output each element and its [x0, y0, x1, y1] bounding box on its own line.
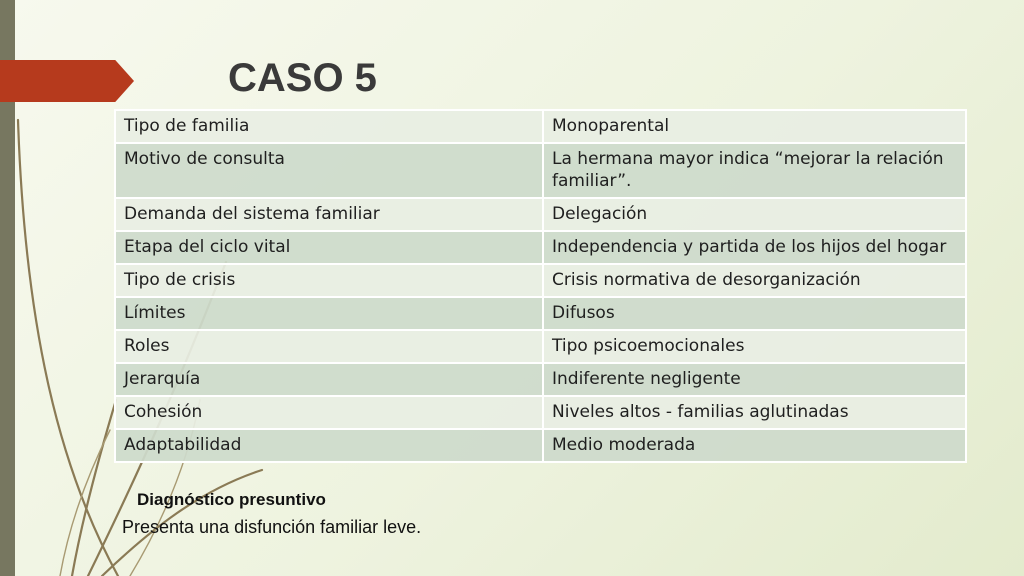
- case-table: [114, 109, 967, 463]
- diagnosis-label: Diagnóstico presuntivo: [137, 490, 326, 509]
- row-value: La hermana mayor indica “mejorar la relación familiar”.: [543, 143, 966, 198]
- row-value: Niveles altos - familias aglutinadas: [543, 396, 966, 429]
- row-value: Delegación: [543, 198, 966, 231]
- row-label: Cohesión: [115, 396, 543, 429]
- table-row: [115, 429, 966, 462]
- table-row: [115, 330, 966, 363]
- table-row: [115, 363, 966, 396]
- row-value: Difusos: [543, 297, 966, 330]
- row-value: Monoparental: [543, 110, 966, 143]
- table-row: [115, 264, 966, 297]
- table-row: [115, 110, 966, 143]
- row-label: Demanda del sistema familiar: [115, 198, 543, 231]
- title-accent-arrow: [0, 60, 134, 102]
- table-row: [115, 143, 966, 198]
- row-label: Etapa del ciclo vital: [115, 231, 543, 264]
- row-label: Tipo de crisis: [115, 264, 543, 297]
- row-value: Independencia y partida de los hijos del hogar: [543, 231, 966, 264]
- row-value: Crisis normativa de desorganización: [543, 264, 966, 297]
- row-label: Jerarquía: [115, 363, 543, 396]
- row-value: Tipo psicoemocionales: [543, 330, 966, 363]
- row-label: Motivo de consulta: [115, 143, 543, 198]
- row-label: Adaptabilidad: [115, 429, 543, 462]
- table-row: [115, 198, 966, 231]
- row-value: Indiferente negligente: [543, 363, 966, 396]
- row-label: Roles: [115, 330, 543, 363]
- row-label: Tipo de familia: [115, 110, 543, 143]
- diagnosis-text: Presenta una disfunción familiar leve.: [122, 517, 422, 537]
- page-title: CASO 5: [228, 56, 377, 100]
- table-row: [115, 396, 966, 429]
- row-label: Límites: [115, 297, 543, 330]
- table-row: [115, 297, 966, 330]
- row-value: Medio moderada: [543, 429, 966, 462]
- table-row: [115, 231, 966, 264]
